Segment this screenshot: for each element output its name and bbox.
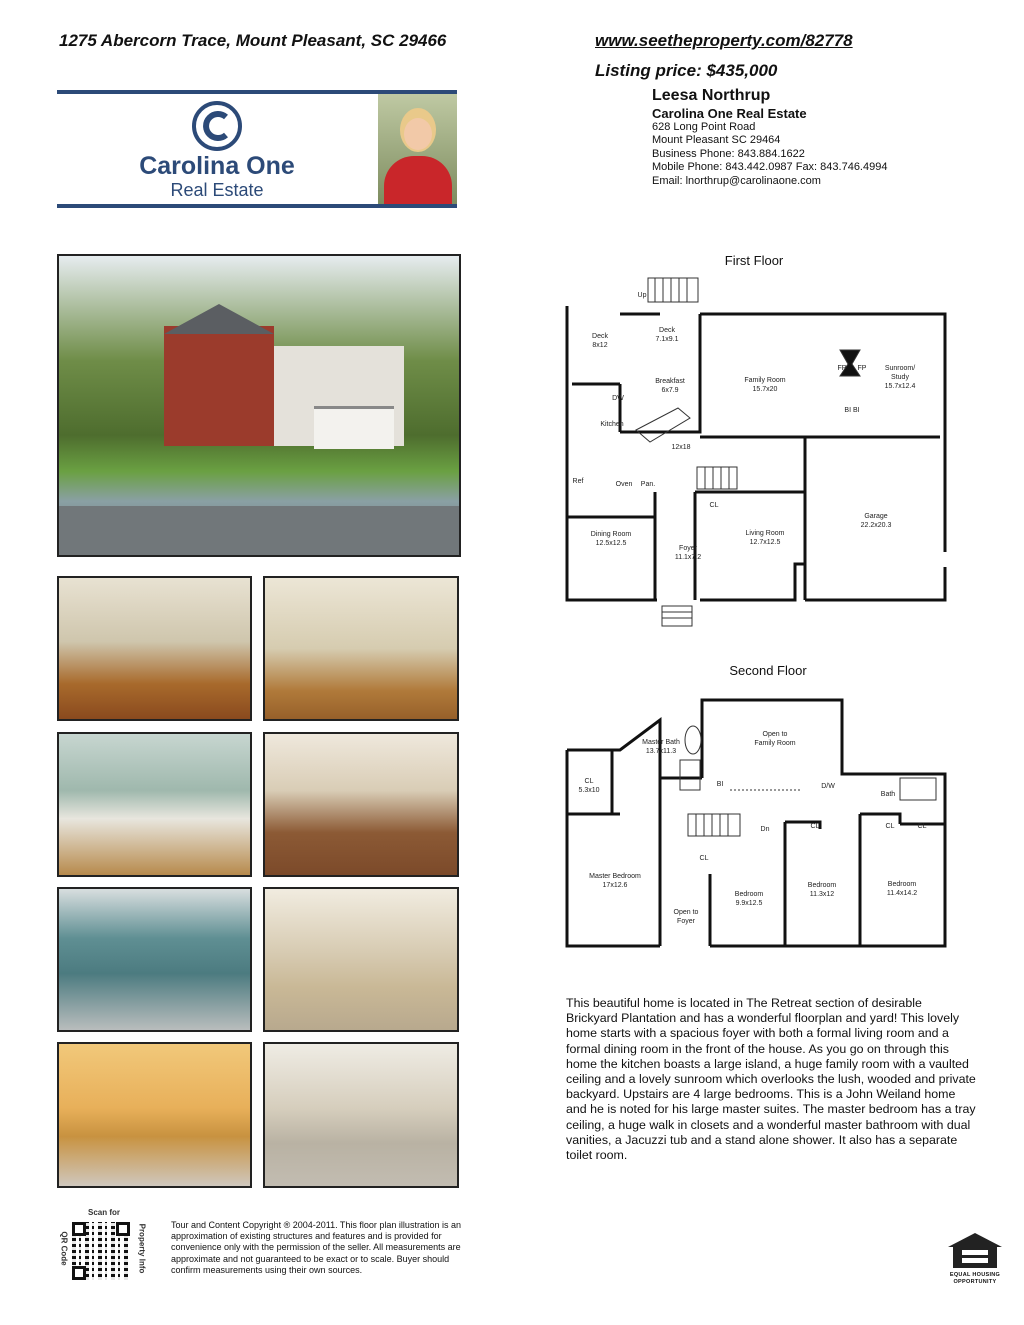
fp1-garage: Garage [864,513,888,520]
fp1-deck2: Deck [659,327,675,334]
fp1-breakfast: Breakfast [655,378,685,385]
fp2-master-dim: 17x12.6 [602,882,628,889]
interior-photo-family [57,576,252,721]
fp2-bed2: Bedroom [807,882,837,889]
fp1-sunroom: Sunroom/ [884,365,916,372]
copyright-notice: Tour and Content Copyright ® 2004-2011. This floor plan illustration is an approximation of existing structures and features and is provided for convenience only with the permission of the seller. All measurements are approximate and not guaranteed to be exact or to scale. Buyer should confirm measurements using their own sources. [171,1220,461,1275]
second-floor-title: Second Floor [729,663,807,678]
fp2-cl3: CL [885,823,895,830]
fp2-cl2: CL [810,823,820,830]
fp1-ref: Ref [572,478,584,485]
logo-text-line2: Real Estate [170,180,264,200]
fp1-foyer-dim: 11.1x7.2 [674,554,702,561]
fp2-open-family1: Open to [762,731,788,738]
property-url-link[interactable]: www.seetheproperty.com/82778 [595,31,853,50]
qr-right-label: Property Info [137,1223,147,1274]
fp1-deck1: Deck [592,333,608,340]
fp2-cl5: CL [699,855,709,862]
fp2-open-foyer1: Open to [673,909,699,916]
fp2-bed3: Bedroom [887,881,917,888]
fp1-sunroom2: Study [891,374,909,381]
second-floor-plan [560,694,955,964]
fp1-living: Living Room [745,530,785,537]
fp2-cl4: CL [917,823,927,830]
fp1-up: Up [637,292,647,299]
equal-housing-label [936,1272,1014,1285]
fp1-breakfast-dim: 6x7.9 [661,387,679,394]
fp2-mbath-dim: 13.7x11.3 [645,748,677,755]
fp2-bed1: Bedroom [734,891,764,898]
agent-company: Carolina One Real Estate [652,106,807,121]
fp1-dw: DW [612,395,624,402]
interior-photo-bedroom-beige [263,1042,459,1188]
interior-photo-master-bedroom [263,887,459,1032]
fp2-dw: D/W [821,783,835,790]
agent-name: Leesa Northrup [652,87,771,104]
fp1-bi: BI BI [844,407,860,414]
carolina-one-c-icon [191,100,243,152]
company-logo-banner [57,90,457,208]
fp2-dn: Dn [760,826,770,833]
fp2-open-foyer2: Foyer [677,918,695,925]
interior-photo-study [57,887,252,1032]
interior-photo-bedroom-yellow [57,1042,252,1188]
fp2-mbath: Master Bath [642,739,680,746]
fp2-open-family2: Family Room [754,740,796,747]
fp2-bed3-dim: 11.4x14.2 [886,890,918,897]
fp2-cl: CL [584,778,594,785]
interior-photo-sunroom [263,732,459,877]
qr-code[interactable] [72,1222,130,1280]
fp2-bed2-dim: 11.3x12 [809,891,835,898]
fp1-deck2-dim: 7.1x9.1 [655,336,679,343]
agent-email[interactable]: Email: lnorthrup@carolinaone.com [652,174,821,187]
interior-photo-dining [263,576,459,721]
agent-mobile-fax: Mobile Phone: 843.442.0987 Fax: 843.746.4994 [652,161,888,174]
fp2-bi: BI [716,781,724,788]
property-description: This beautiful home is located in The Retreat section of desirable Brickyard Plantation and has a wonderful floorplan and yard! This lovely home starts with a spacious foyer with both a formal living room and a formal dining room in the front of the house. As you go on through this home the kitchen boasts a large island, a huge family room with a vaulted ceiling and a lovely sunroom which overlooks the lush, wooded and private backyard. Upstairs are 4 large bedrooms. This is a John Weiland home and he is noted for his large master suites. The master bedroom has a tray ceiling, a huge walk in closets and a wonderful master bathroom with dual vanities, a Jacuzzi tub and a stand alone shower. It also has a separate toilet room. [566,996,976,1163]
fp1-fp2: FP [857,365,867,372]
fp1-dining: Dining Room [590,531,632,538]
agent-city: Mount Pleasant SC 29464 [652,134,781,147]
listing-price: Listing price: $435,000 [595,61,778,80]
fp1-sunroom-dim: 15.7x12.4 [884,383,916,390]
fp1-family-dim: 15.7x20 [752,386,778,393]
logo-text-line1: Carolina One [139,152,295,180]
exterior-photo [57,254,461,557]
fp1-living-dim: 12.7x12.5 [749,539,781,546]
fp2-master: Master Bedroom [589,873,641,880]
first-floor-plan [560,272,955,632]
fp2-bath: Bath [880,791,896,798]
agent-business-phone: Business Phone: 843.884.1622 [652,147,805,160]
agent-contact-block [652,86,887,188]
fp1-dining-dim: 12.5x12.5 [595,540,627,547]
property-address: 1275 Abercorn Trace, Mount Pleasant, SC 29466 [59,31,447,50]
fp1-kitchen: Kitchen [600,421,624,428]
fp1-island: 12x18 [671,444,691,451]
fp1-cl: CL [709,502,719,509]
fp1-garage-dim: 22.2x20.3 [860,522,892,529]
qr-top-label: Scan for [87,1208,120,1217]
equal-housing-line2: OPPORTUNITY [953,1278,997,1285]
fp1-pan: Pan. [640,481,656,488]
fp1-fp1: FP [837,365,847,372]
first-floor-title: First Floor [724,253,784,268]
equal-housing-icon [946,1232,1004,1270]
fp1-family: Family Room [744,377,786,384]
equal-housing-line1: EQUAL HOUSING [949,1272,1001,1278]
fp1-oven: Oven [615,481,633,488]
qr-left-label: QR Code [59,1231,69,1266]
agent-street: 628 Long Point Road [652,121,756,133]
agent-photo [378,94,457,204]
fp2-cl-dim: 5.3x10 [578,787,600,794]
fp1-foyer: Foyer [679,545,697,552]
fp2-bed1-dim: 9.9x12.5 [735,900,763,907]
fp1-deck1-dim: 8x12 [592,342,608,349]
interior-photo-kitchen [57,732,252,877]
